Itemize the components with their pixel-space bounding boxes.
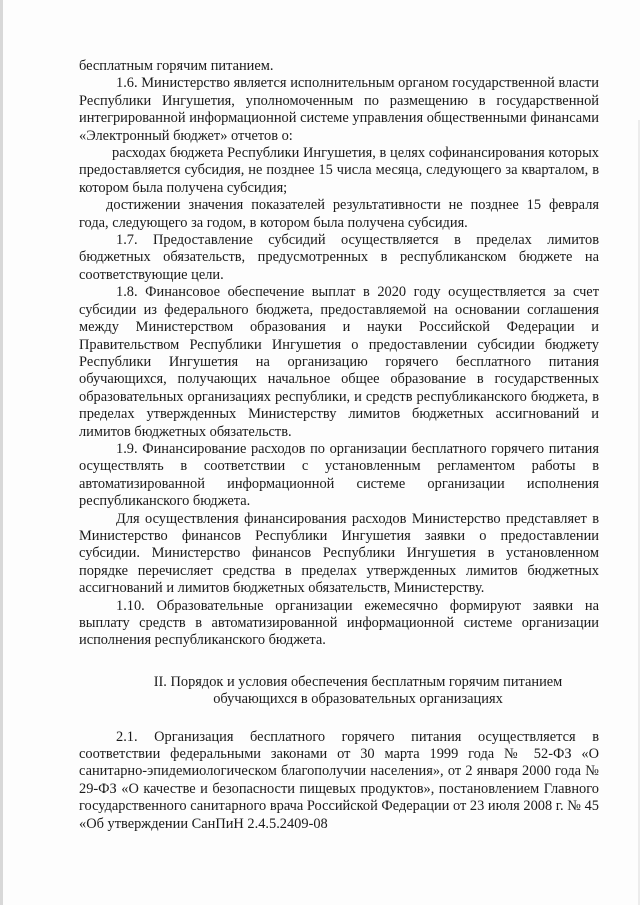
paragraph-1-6-item-expenses: расходах бюджета Республики Ингушетия, в целях софинансирования которых предоставляется субсидия, не позднее 15 числа месяца, следующего за кварталом, в котором была получена субсидия; [79, 145, 599, 196]
paragraph-1-6: 1.6. Министерство является исполнительным органом государственной власти Республики Ингушетия, уполномоченным по размещению в государственной интегрированной информационной системе управления общественными финансами «Электронный бюджет» отчетов о: [79, 75, 599, 144]
scan-left-edge [0, 0, 3, 905]
document-body [79, 58, 599, 833]
section-title-line-2: обучающихся в образовательных организациях [213, 691, 503, 708]
section-title [79, 674, 599, 709]
paragraph-1-8: 1.8. Финансовое обеспечение выплат в 2020 году осуществляется за счет субсидии из федерального бюджета, предоставляемой на основании соглашения между Министерством образования и науки Российской Федерации и Правительством Республики Ингушетия о предоставлении субсидии бюджету Республики Ингушетия на организацию горячего бесплатного питания обучающихся, получающих начальное общее образование в государственных образовательных организациях республики, и средств республиканского бюджета, в пределах утвержденных Министерству лимитов бюджетных ассигнований и лимитов бюджетных обязательств. [79, 284, 599, 440]
paragraph-1-9: 1.9. Финансирование расходов по организации бесплатного горячего питания осуществлять в соответствии с установленным регламентом работы в автоматизированной информационной системе организации исполнения республиканского бюджета. [79, 440, 599, 510]
paragraph-continuation: бесплатным горячим питанием. [79, 58, 274, 74]
paragraph-1-6-item-indicators: достижении значения показателей результативности не позднее 15 февраля года, следующего за годом, в котором была получена субсидия. [79, 197, 599, 231]
section-title-line-1: II. Порядок и условия обеспечения бесплатным горячим питанием [153, 673, 563, 690]
paragraph-1-10: 1.10. Образовательные организации ежемесячно формируют заявки на выплату средств в автоматизированной информационной системе организации исполнения республиканского бюджета. [79, 597, 599, 649]
paragraph-1-7: 1.7. Предоставление субсидий осуществляется в пределах лимитов бюджетных обязательств, предусмотренных в республиканском бюджете на соответствующие цели. [79, 232, 599, 283]
paragraph-financing: Для осуществления финансирования расходов Министерство представляет в Министерство финансов Республики Ингушетия заявки о предоставлении субсидии. Министерство финансов Республики Ингушетия в установленном порядке перечисляет средства в пределах утвержденных лимитов бюджетных ассигнований и лимитов бюджетных обязательств, Министерству. [79, 510, 599, 597]
paragraph-2-1: 2.1. Организация бесплатного горячего питания осуществляется в соответствии федеральными законами от 30 марта 1999 года № 52-ФЗ «О санитарно-эпидемиологическом благополучии населения», от 2 января 2000 года № 29-ФЗ «О качестве и безопасности пищевых продуктов», постановлением Главного государственного санитарного врача Российской Федерации от 23 июля 2008 г. № 45 «Об утверждении СанПиН 2.4.5.2409-08 [79, 728, 599, 832]
